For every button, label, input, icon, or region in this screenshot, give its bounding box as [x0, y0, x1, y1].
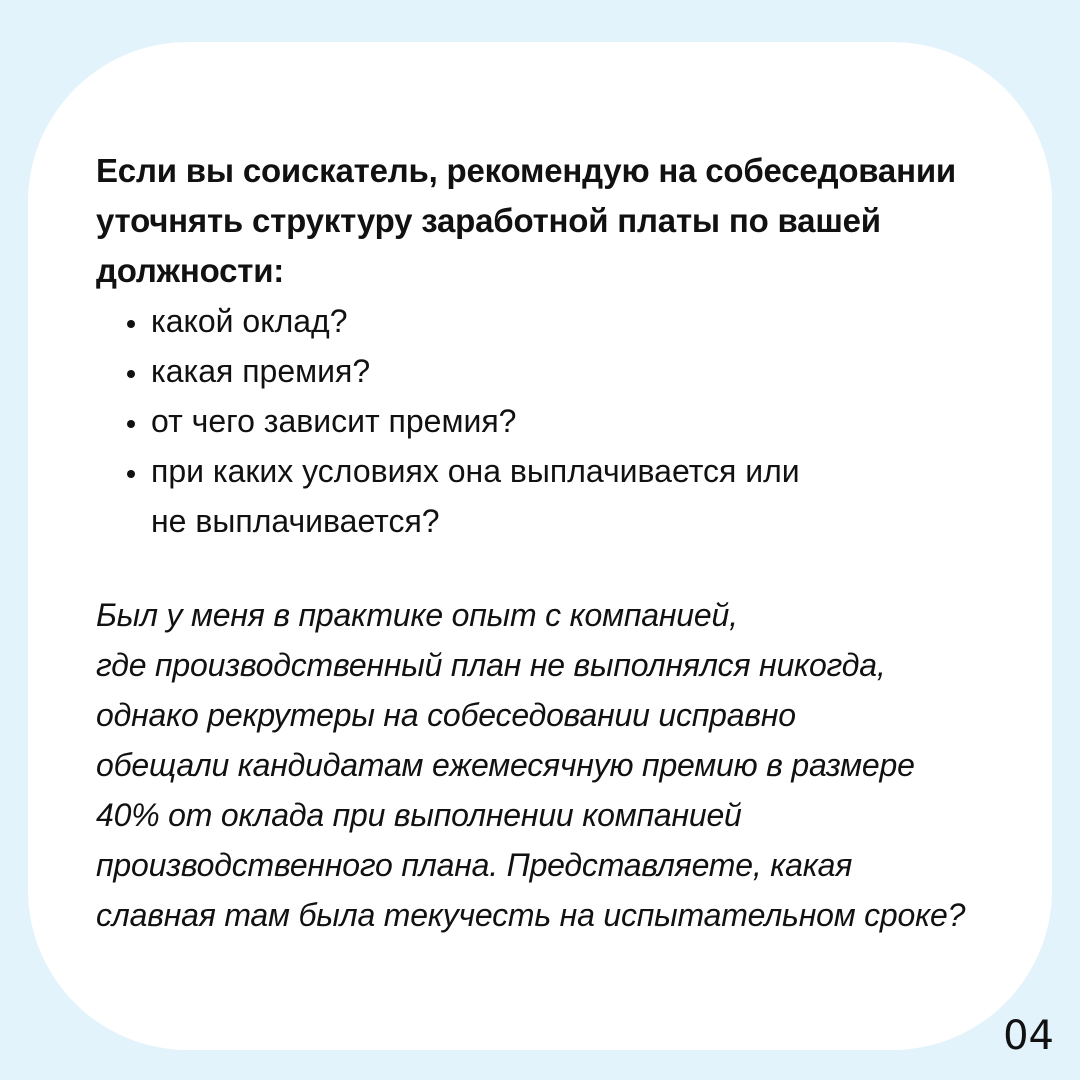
story-line: славная там была текучесть на испытательном сроке? — [96, 897, 966, 933]
question-item — [96, 296, 976, 346]
story-line: однако рекрутеры на собеседовании исправно — [96, 697, 796, 733]
intro-line: должности: — [96, 252, 285, 289]
question-text: какая премия? — [151, 353, 371, 389]
story-line: производственного плана. Представляете, какая — [96, 847, 853, 883]
question-item — [96, 396, 976, 446]
story-line: где производственный план не выполнялся никогда, — [96, 647, 886, 683]
story-line: 40% от оклада при выполнении компанией — [96, 797, 742, 833]
story-line: Был у меня в практике опыт с компанией, — [96, 597, 738, 633]
question-text: от чего зависит премия? — [151, 403, 517, 439]
page-number: 04 — [1003, 1013, 1054, 1059]
intro-paragraph — [96, 146, 1016, 296]
story-line: обещали кандидатам ежемесячную премию в размере — [96, 747, 915, 783]
question-item — [96, 346, 976, 396]
intro-line: уточнять структуру заработной платы по вашей — [96, 202, 881, 239]
question-item — [96, 446, 976, 546]
story-paragraph — [96, 590, 1056, 940]
question-list — [96, 296, 976, 546]
intro-line: Если вы соискатель, рекомендую на собеседовании — [96, 152, 956, 189]
question-text: какой оклад? — [151, 303, 348, 339]
question-text: не выплачивается? — [151, 503, 440, 539]
question-text: при каких условиях она выплачивается или — [151, 453, 800, 489]
